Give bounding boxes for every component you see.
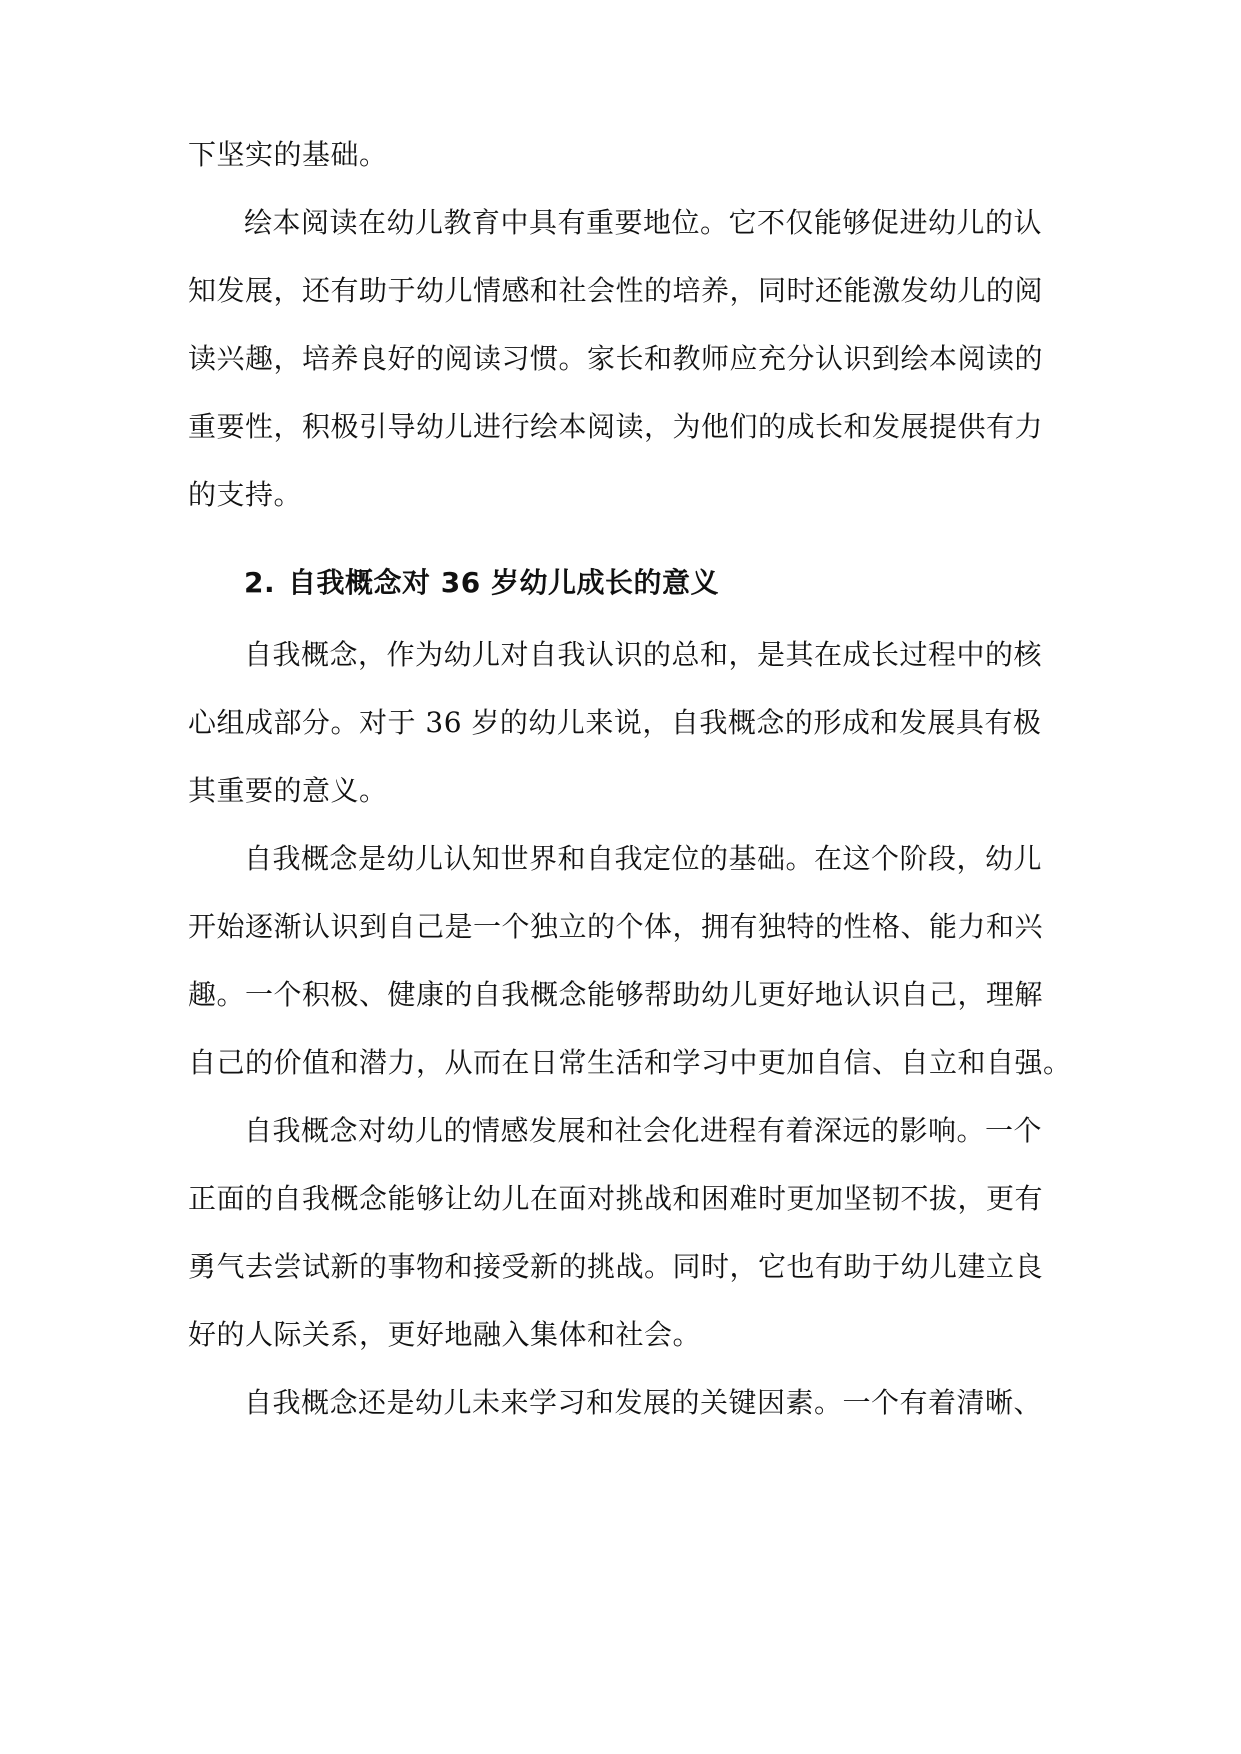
- paragraph-line: 勇气去尝试新的事物和接受新的挑战。同时，它也有助于幼儿建立良: [188, 1250, 1044, 1283]
- section-number: 2.: [244, 566, 276, 599]
- paragraph-line: 下坚实的基础。: [188, 138, 388, 171]
- section-heading: [244, 563, 1124, 603]
- paragraph-line: 自我概念，作为幼儿对自我认识的总和，是其在成长过程中的核: [244, 638, 1043, 671]
- paragraph-line: 心组成部分。对于 36 岁的幼儿来说，自我概念的形成和发展具有极: [188, 706, 1042, 739]
- paragraph-line: 其重要的意义。: [188, 774, 388, 807]
- paragraph-line: 绘本阅读在幼儿教育中具有重要地位。它不仅能够促进幼儿的认: [244, 206, 1043, 239]
- paragraph-line: 自我概念是幼儿认知世界和自我定位的基础。在这个阶段，幼儿: [244, 842, 1043, 875]
- paragraph-line: 正面的自我概念能够让幼儿在面对挑战和困难时更加坚韧不拔，更有: [188, 1182, 1044, 1215]
- section-title: 自我概念对 36 岁幼儿成长的意义: [288, 566, 719, 599]
- paragraph-line: 开始逐渐认识到自己是一个独立的个体，拥有独特的性格、能力和兴: [188, 910, 1044, 943]
- paragraph-line: 趣。一个积极、健康的自我概念能够帮助幼儿更好地认识自己，理解: [188, 978, 1044, 1011]
- paragraph-line: 的支持。: [188, 478, 303, 511]
- paragraph-line: 知发展，还有助于幼儿情感和社会性的培养，同时还能激发幼儿的阅: [188, 274, 1044, 307]
- paragraph-line: 自我概念还是幼儿未来学习和发展的关键因素。一个有着清晰、: [244, 1386, 1043, 1419]
- paragraph-line: 自己的价值和潜力，从而在日常生活和学习中更加自信、自立和自强。: [188, 1046, 1072, 1079]
- paragraph-line: 好的人际关系，更好地融入集体和社会。: [188, 1318, 702, 1351]
- paragraph-line: 读兴趣，培养良好的阅读习惯。家长和教师应充分认识到绘本阅读的: [188, 342, 1044, 375]
- paragraph-line: 重要性，积极引导幼儿进行绘本阅读，为他们的成长和发展提供有力: [188, 410, 1044, 443]
- paragraph-line: 自我概念对幼儿的情感发展和社会化进程有着深远的影响。一个: [244, 1114, 1043, 1147]
